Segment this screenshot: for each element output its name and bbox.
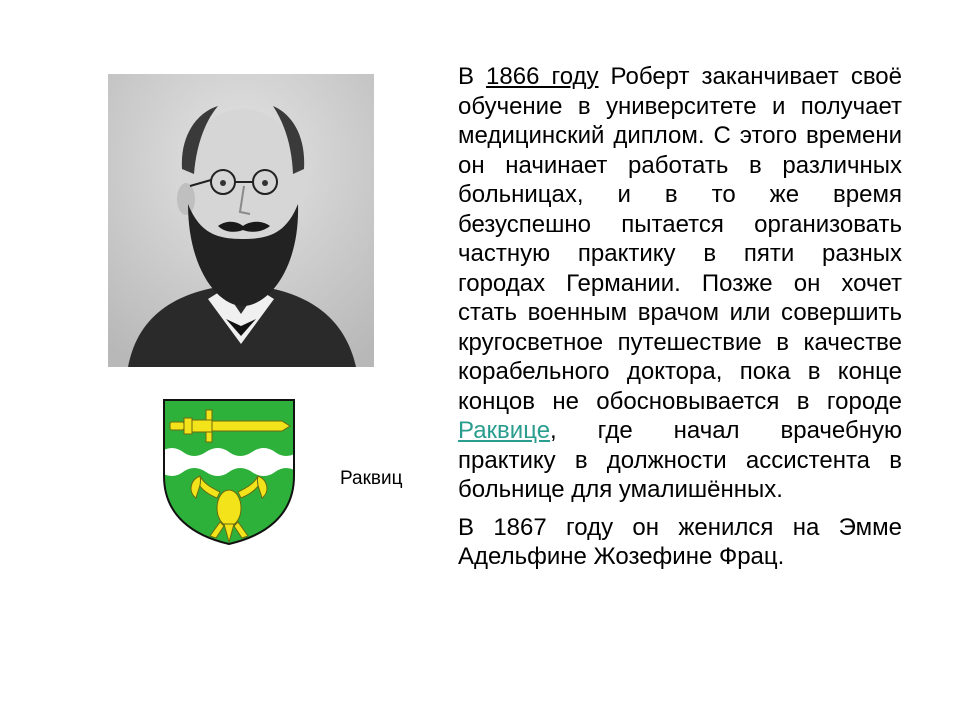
coat-of-arms-caption: Раквиц	[340, 468, 403, 489]
biography-text	[458, 62, 902, 580]
paragraph-1-body: Роберт заканчивает своё обучение в университете и получает медицинский диплом. С этого времени он начинает работать в различных больницах, и в то же время безуспешно пытается организовать частную практику в пяти разных городах Германии. Позже он хочет стать военным врачом или совершить кругосветное путешествие в качестве корабельного доктора, пока в конце концов не обосновывается в городе	[458, 63, 902, 415]
paragraph-1	[458, 62, 902, 505]
paragraph-2: В 1867 году он женился на Эмме Адельфине Жозефине Фрац.	[458, 513, 902, 570]
rakwitz-coat-of-arms	[160, 396, 298, 548]
year-1866-link[interactable]: 1866 году	[486, 63, 599, 90]
portrait-photo	[108, 74, 374, 367]
rakwitz-link[interactable]: Раквице	[458, 417, 551, 444]
paragraph-1-prefix: В	[458, 63, 487, 90]
paragraph-1-suffix: , где начал врачебную практику в должности ассистента в больнице для умалишённых.	[458, 417, 902, 503]
